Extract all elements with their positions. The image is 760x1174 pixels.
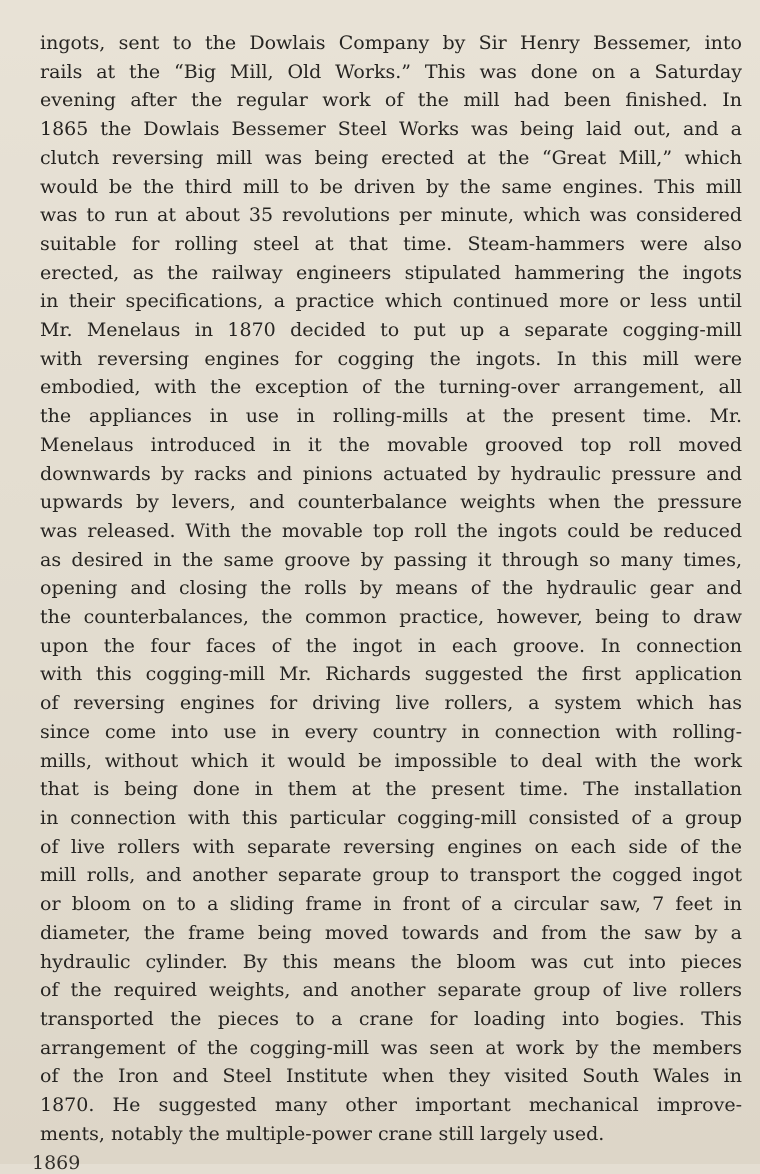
text-line: upon the four faces of the ingot in each groove. In connection: [40, 634, 742, 657]
text-line: mill rolls, and another separate group to transport the cogged ingot: [40, 864, 742, 887]
text-line: suitable for rolling steel at that time. Steam-hammers were also: [40, 232, 742, 255]
text-line: with reversing engines for cogging the ingots. In this mill were: [40, 347, 742, 370]
text-line: in their specifications, a practice which continued more or less until: [40, 290, 742, 313]
next-line-fragment: 1869: [32, 1152, 81, 1174]
text-line: clutch reversing mill was being erected at the “Great Mill,” which: [40, 146, 742, 169]
text-line: Menelaus introduced in it the movable grooved top roll moved: [40, 433, 742, 456]
text-line: diameter, the frame being moved towards and from the saw by a: [40, 921, 742, 944]
text-line: erected, as the railway engineers stipulated hammering the ingots: [40, 261, 742, 284]
text-line: downwards by racks and pinions actuated by hydraulic pressure and: [40, 462, 742, 485]
text-line: upwards by levers, and counterbalance weights when the pressure: [40, 491, 742, 514]
text-line: as desired in the same groove by passing it through so many times,: [40, 548, 742, 571]
text-line: was to run at about 35 revolutions per minute, which was considered: [40, 204, 742, 227]
text-line: was released. With the movable top roll the ingots could be reduced: [40, 519, 742, 542]
text-line: in connection with this particular cogging-mill consisted of a group: [40, 806, 742, 829]
text-line: or bloom on to a sliding frame in front of a circular saw, 7 feet in: [40, 893, 742, 916]
text-line: the appliances in use in rolling-mills at the present time. Mr.: [40, 405, 742, 428]
text-line: would be the third mill to be driven by the same engines. This mill: [40, 175, 742, 198]
text-line: the counterbalances, the common practice, however, being to draw: [40, 606, 742, 629]
text-line: of live rollers with separate reversing engines on each side of the: [40, 835, 742, 858]
text-line: Mr. Menelaus in 1870 decided to put up a separate cogging-mill: [40, 319, 742, 342]
text-line: embodied, with the exception of the turning-over arrangement, all: [40, 376, 742, 399]
text-line: rails at the “Big Mill, Old Works.” This was done on a Saturday: [40, 60, 742, 83]
text-line: hydraulic cylinder. By this means the bloom was cut into pieces: [40, 950, 742, 973]
text-line: 1865 the Dowlais Bessemer Steel Works was being laid out, and a: [40, 118, 742, 141]
text-line: that is being done in them at the present time. The installation: [40, 778, 742, 801]
text-line: ments, notably the multiple-power crane still largely used.: [40, 1122, 605, 1145]
text-line: of the Iron and Steel Institute when they visited South Wales in: [40, 1065, 742, 1088]
text-line: since come into use in every country in connection with rolling-: [40, 720, 742, 743]
text-line: arrangement of the cogging-mill was seen at work by the members: [40, 1036, 742, 1059]
text-line: of reversing engines for driving live rollers, a system which has: [40, 692, 742, 715]
text-line: ingots, sent to the Dowlais Company by Sir Henry Bessemer, into: [40, 32, 742, 54]
text-line: evening after the regular work of the mill had been finished. In: [40, 89, 742, 112]
text-line: of the required weights, and another separate group of live rollers: [40, 979, 742, 1002]
text-line: opening and closing the rolls by means of the hydraulic gear and: [40, 577, 742, 600]
text-line: mills, without which it would be impossible to deal with the work: [40, 749, 742, 772]
text-line: with this cogging-mill Mr. Richards suggested the first application: [40, 663, 742, 686]
text-line: transported the pieces to a crane for loading into bogies. This: [40, 1007, 742, 1030]
body-paragraph: [40, 29, 742, 1148]
text-line: 1870. He suggested many other important mechanical improve-: [40, 1094, 742, 1117]
